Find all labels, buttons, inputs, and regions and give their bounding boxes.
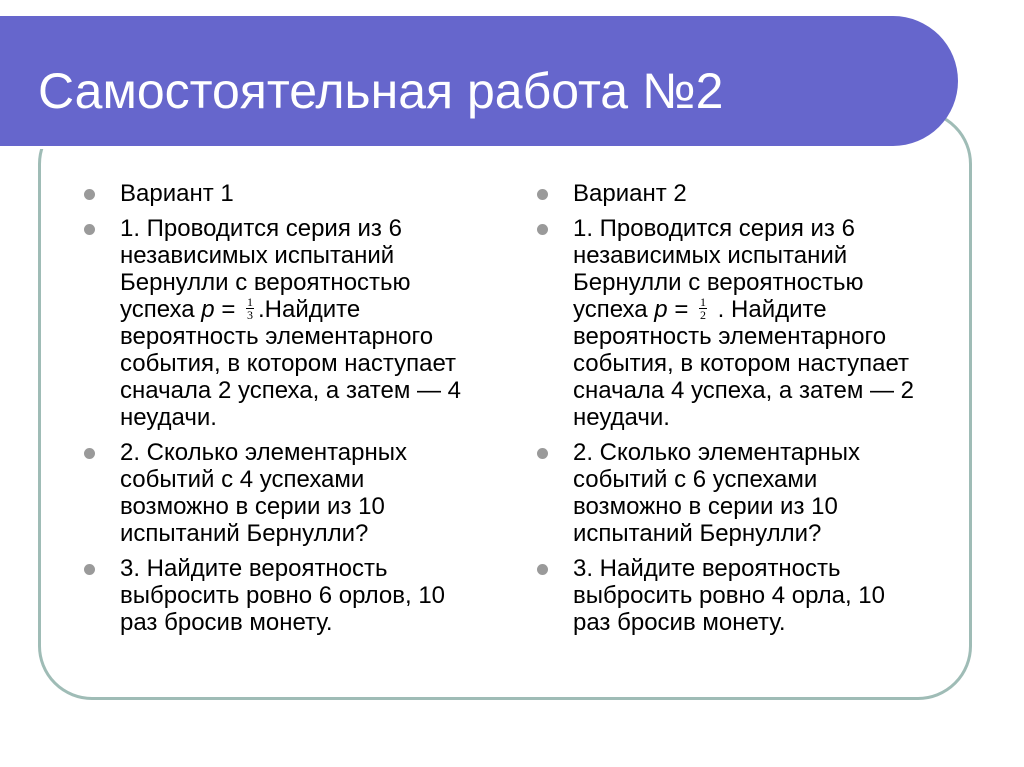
question-1 [120,215,474,431]
list-item [84,555,474,636]
bullet-icon [537,448,548,459]
bullet-icon [84,448,95,459]
variant-2-column [537,180,927,644]
list-item [84,439,474,547]
slide-title: Самостоятельная работа №2 [38,63,724,119]
list-item [537,180,927,207]
question-2: 2. Сколько элементарных событий с 6 успехами возможно в серии из 10 испытаний Бернулли? [573,439,860,548]
question-1 [573,215,927,431]
bullet-icon [537,564,548,575]
fraction [246,296,254,321]
variant-heading: Вариант 1 [120,180,234,207]
bullet-icon [537,224,548,235]
list-item [537,555,927,636]
fraction-denominator: 2 [700,308,707,323]
bullet-icon [537,189,548,200]
question-1-text-start: 1. Проводится серия из 6 независимых испытаний Бернулли с вероятностью успеха [120,215,411,323]
fraction-numerator: 1 [247,295,254,310]
question-1-text-start: 1. Проводится серия из 6 независимых испытаний Бернулли с вероятностью успеха [573,215,864,323]
question-1-text-end: .Найдите вероятность элементарного события, в котором наступает сначала 2 успеха, а затем — 4 неудачи. [120,296,462,432]
fraction-denominator: 3 [247,308,254,323]
list-item [537,439,927,547]
bullet-icon [84,224,95,235]
equals-sign: = [214,296,243,323]
list-item [537,215,927,431]
question-2: 2. Сколько элементарных событий с 4 успехами возможно в серии из 10 испытаний Бернулли? [120,439,407,548]
probability-symbol: p [654,296,668,323]
title-underline [0,146,906,149]
question-3: 3. Найдите вероятность выбросить ровно 6 орлов, 10 раз бросив монету. [120,555,446,637]
fraction-numerator: 1 [700,295,707,310]
probability-symbol: p [201,296,215,323]
list-item [84,180,474,207]
question-3: 3. Найдите вероятность выбросить ровно 4 орла, 10 раз бросив монету. [573,555,885,637]
bullet-icon [84,564,95,575]
equals-sign: = [667,296,696,323]
question-1-text-end: . Найдите вероятность элементарного события, в котором наступает сначала 4 успеха, а затем — 2 неудачи. [573,296,915,432]
variant-1-column [84,180,474,644]
list-item [84,215,474,431]
variant-heading: Вариант 2 [573,180,687,207]
title-bar [0,16,958,146]
bullet-icon [84,189,95,200]
fraction [699,296,707,321]
